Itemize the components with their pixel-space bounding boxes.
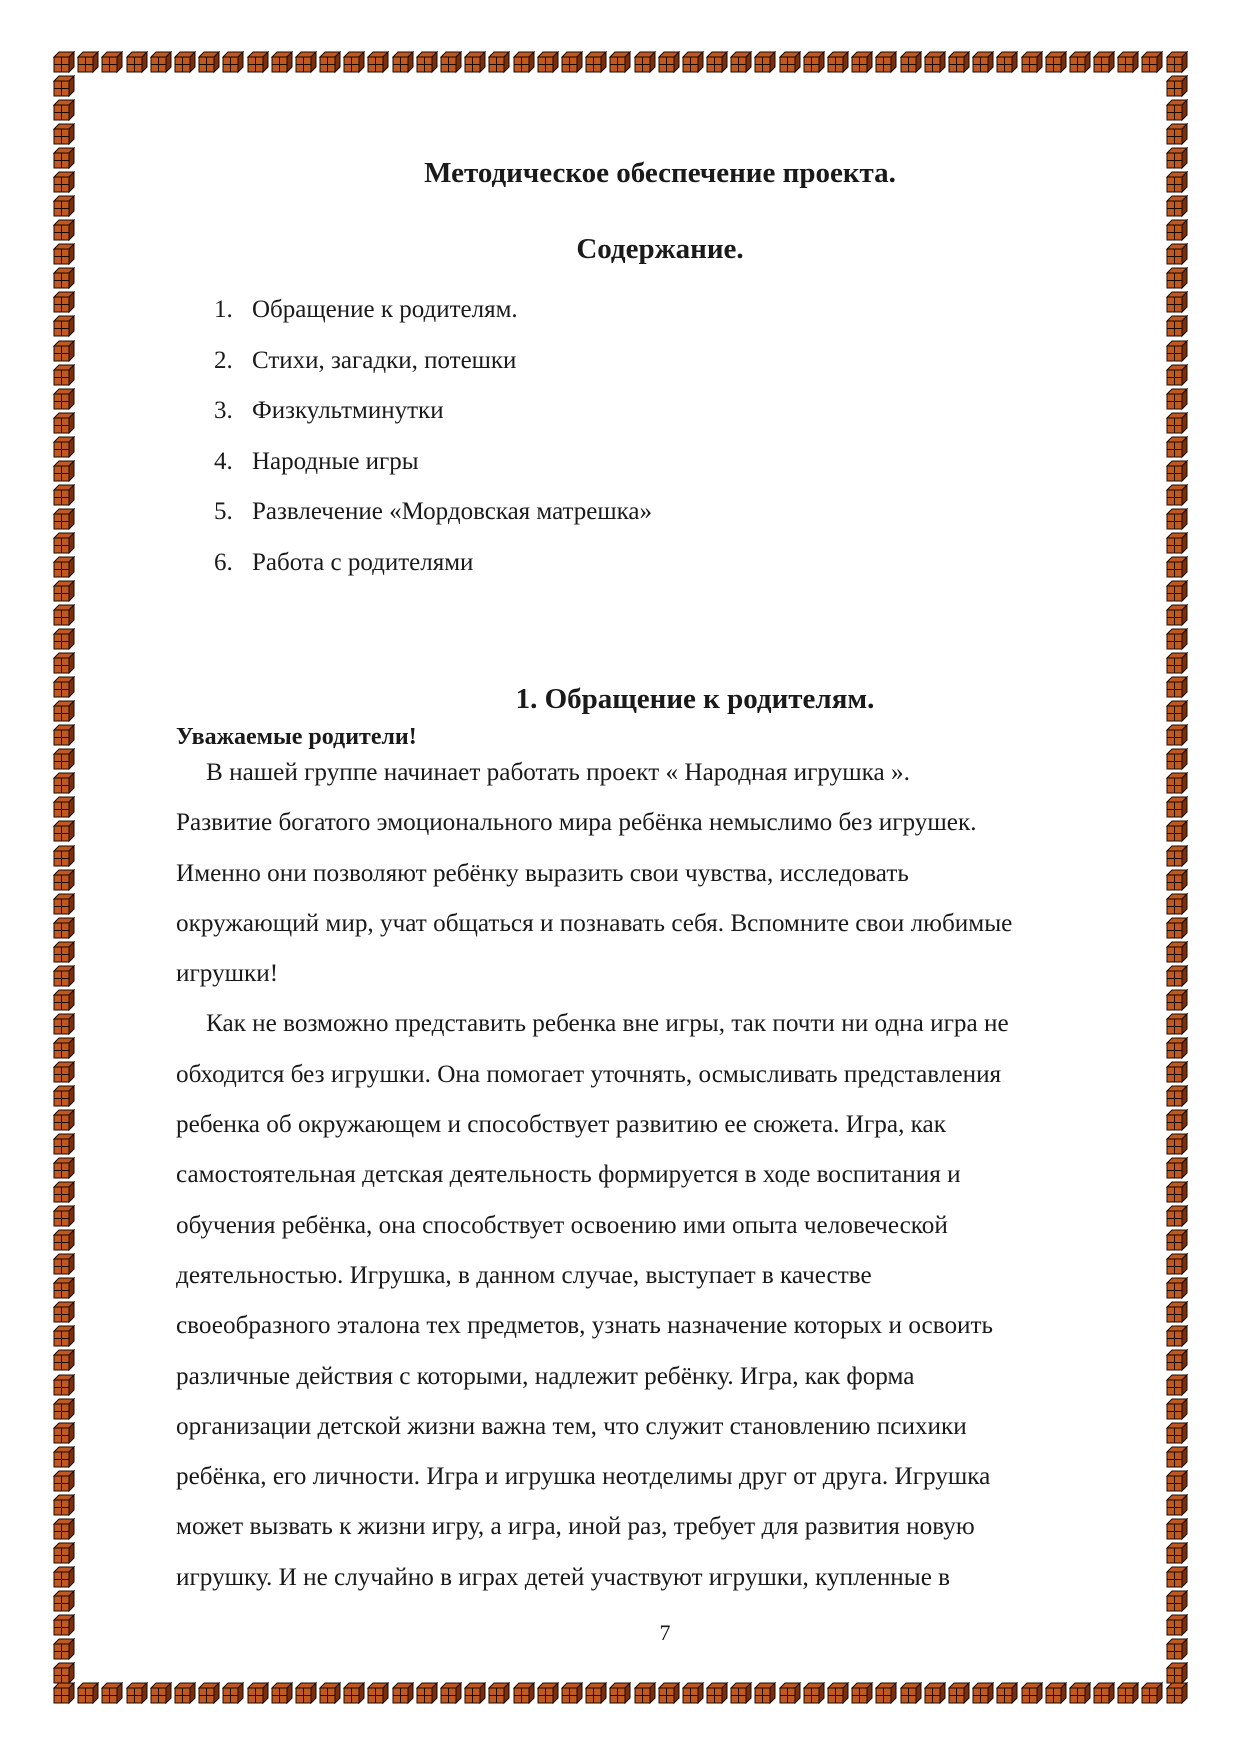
brick-cube-icon	[633, 1681, 657, 1705]
brick-cube-icon	[826, 50, 850, 74]
brick-cube-icon	[52, 1517, 76, 1541]
brick-cube-icon	[608, 1681, 632, 1705]
brick-cube-icon	[52, 1180, 76, 1204]
brick-cube-icon	[487, 1681, 511, 1705]
brick-cube-icon	[1044, 1681, 1068, 1705]
brick-cube-icon	[52, 1132, 76, 1156]
text-line: Именно они позволяют ребёнку выразить свои чувства, исследовать	[176, 859, 909, 887]
brick-cube-icon	[52, 339, 76, 363]
brick-cube-icon	[995, 50, 1019, 74]
brick-cube-icon	[246, 1681, 270, 1705]
text-line: обходится без игрушки. Она помогает уточнять, осмысливать представления	[176, 1060, 1002, 1088]
brick-cube-icon	[560, 50, 584, 74]
brick-cube-icon	[52, 1276, 76, 1300]
brick-cube-icon	[76, 50, 100, 74]
brick-cube-icon	[221, 50, 245, 74]
brick-cube-icon	[52, 627, 76, 651]
brick-cube-icon	[100, 50, 124, 74]
brick-cube-icon	[52, 892, 76, 916]
brick-cube-icon	[100, 1681, 124, 1705]
brick-cube-icon	[52, 844, 76, 868]
brick-cube-icon	[366, 50, 390, 74]
brick-cube-icon	[52, 1156, 76, 1180]
brick-cube-icon	[52, 290, 76, 314]
brick-cube-icon	[1165, 435, 1189, 459]
brick-cube-icon	[52, 1324, 76, 1348]
brick-cube-icon	[1165, 483, 1189, 507]
brick-cube-icon	[318, 1681, 342, 1705]
brick-cube-icon	[439, 50, 463, 74]
brick-cube-icon	[52, 723, 76, 747]
brick-cube-icon	[1165, 314, 1189, 338]
brick-cube-icon	[1092, 1681, 1116, 1705]
brick-cube-icon	[52, 868, 76, 892]
brick-cube-icon	[52, 122, 76, 146]
brick-cube-icon	[1020, 50, 1044, 74]
text-line: игрушки!	[176, 960, 279, 988]
brick-cube-icon	[1165, 459, 1189, 483]
brick-cube-icon	[52, 916, 76, 940]
brick-cube-icon	[1165, 194, 1189, 218]
brick-cube-icon	[971, 50, 995, 74]
text-line: ребёнка, его личности. Игра и игрушка неотделимы друг от друга. Игрушка	[176, 1463, 991, 1491]
brick-cube-icon	[1165, 50, 1189, 74]
brick-cube-icon	[197, 50, 221, 74]
toc-item: 3. Физкультминутки	[214, 397, 444, 424]
brick-cube-icon	[52, 435, 76, 459]
brick-cube-icon	[1165, 411, 1189, 435]
brick-cube-icon	[125, 1681, 149, 1705]
brick-cube-icon	[52, 98, 76, 122]
toc-title: Содержание.	[576, 233, 744, 265]
brick-cube-icon	[1165, 531, 1189, 555]
brick-cube-icon	[391, 50, 415, 74]
brick-cube-icon	[1116, 1681, 1140, 1705]
brick-cube-icon	[874, 1681, 898, 1705]
body-text	[176, 748, 1176, 1603]
brick-cube-icon	[753, 1681, 777, 1705]
brick-cube-icon	[1165, 1661, 1189, 1685]
brick-cube-icon	[971, 1681, 995, 1705]
text-line: Развитие богатого эмоционального мира ребёнка немыслимо без игрушек.	[176, 809, 977, 837]
border-left	[52, 74, 76, 1685]
brick-cube-icon	[52, 1565, 76, 1589]
brick-cube-icon	[221, 1681, 245, 1705]
brick-cube-icon	[536, 50, 560, 74]
brick-cube-icon	[874, 50, 898, 74]
greeting: Уважаемые родители!	[176, 724, 417, 750]
text-line: своеобразного эталона тех предметов, узнать назначение которых и освоить	[176, 1312, 994, 1340]
brick-cube-icon	[366, 1681, 390, 1705]
brick-cube-icon	[1165, 266, 1189, 290]
brick-cube-icon	[391, 1681, 415, 1705]
brick-cube-icon	[753, 50, 777, 74]
brick-cube-icon	[778, 1681, 802, 1705]
text-line: Как не возможно представить ребенка вне игры, так почти ни одна игра не	[206, 1010, 1009, 1038]
text-line: окружающий мир, учат общаться и познавать себя. Вспомните свои любимые	[176, 909, 1013, 937]
text-line: деятельностью. Игрушка, в данном случае, выступает в качестве	[176, 1261, 872, 1289]
brick-cube-icon	[729, 50, 753, 74]
brick-cube-icon	[173, 1681, 197, 1705]
brick-cube-icon	[899, 50, 923, 74]
brick-cube-icon	[802, 50, 826, 74]
brick-cube-icon	[149, 50, 173, 74]
brick-cube-icon	[947, 50, 971, 74]
brick-cube-icon	[52, 363, 76, 387]
brick-cube-icon	[52, 771, 76, 795]
main-title: Методическое обеспечение проекта.	[424, 157, 896, 189]
brick-cube-icon	[52, 1493, 76, 1517]
brick-cube-icon	[52, 1036, 76, 1060]
brick-cube-icon	[995, 1681, 1019, 1705]
text-line: обучения ребёнка, она способствует освоению ими опыта человеческой	[176, 1211, 948, 1239]
brick-cube-icon	[52, 1541, 76, 1565]
brick-cube-icon	[1165, 339, 1189, 363]
brick-cube-icon	[52, 1397, 76, 1421]
brick-cube-icon	[52, 1204, 76, 1228]
brick-cube-icon	[923, 1681, 947, 1705]
brick-cube-icon	[947, 1681, 971, 1705]
brick-cube-icon	[584, 50, 608, 74]
brick-cube-icon	[1165, 98, 1189, 122]
brick-cube-icon	[705, 50, 729, 74]
brick-cube-icon	[52, 819, 76, 843]
brick-cube-icon	[657, 1681, 681, 1705]
brick-cube-icon	[1044, 50, 1068, 74]
brick-cube-icon	[294, 1681, 318, 1705]
brick-cube-icon	[52, 387, 76, 411]
brick-cube-icon	[173, 50, 197, 74]
brick-cube-icon	[52, 579, 76, 603]
brick-cube-icon	[633, 50, 657, 74]
brick-cube-icon	[1068, 1681, 1092, 1705]
brick-cube-icon	[536, 1681, 560, 1705]
brick-cube-icon	[1165, 555, 1189, 579]
brick-cube-icon	[1116, 50, 1140, 74]
brick-cube-icon	[52, 1228, 76, 1252]
brick-cube-icon	[294, 50, 318, 74]
brick-cube-icon	[729, 1681, 753, 1705]
brick-cube-icon	[1165, 122, 1189, 146]
brick-cube-icon	[778, 50, 802, 74]
brick-cube-icon	[1068, 50, 1092, 74]
text-line: самостоятельная детская деятельность формируется в ходе воспитания и	[176, 1161, 961, 1189]
text-line: организации детской жизни важна тем, что служит становлению психики	[176, 1412, 967, 1440]
brick-cube-icon	[342, 1681, 366, 1705]
brick-cube-icon	[270, 1681, 294, 1705]
brick-cube-icon	[1165, 651, 1189, 675]
brick-cube-icon	[1140, 1681, 1164, 1705]
brick-cube-icon	[52, 988, 76, 1012]
brick-cube-icon	[52, 483, 76, 507]
brick-cube-icon	[512, 50, 536, 74]
border-top	[52, 50, 1189, 74]
brick-cube-icon	[52, 411, 76, 435]
brick-cube-icon	[52, 314, 76, 338]
brick-cube-icon	[52, 1060, 76, 1084]
brick-cube-icon	[1165, 74, 1189, 98]
brick-cube-icon	[657, 50, 681, 74]
brick-cube-icon	[52, 1084, 76, 1108]
brick-cube-icon	[1165, 290, 1189, 314]
brick-cube-icon	[1165, 507, 1189, 531]
brick-cube-icon	[52, 940, 76, 964]
brick-cube-icon	[52, 1589, 76, 1613]
brick-cube-icon	[1165, 723, 1189, 747]
brick-cube-icon	[1165, 579, 1189, 603]
brick-cube-icon	[52, 964, 76, 988]
brick-cube-icon	[342, 50, 366, 74]
brick-cube-icon	[52, 651, 76, 675]
brick-cube-icon	[850, 1681, 874, 1705]
brick-cube-icon	[608, 50, 632, 74]
brick-cube-icon	[415, 50, 439, 74]
brick-cube-icon	[52, 266, 76, 290]
section-title: 1. Обращение к родителям.	[515, 683, 875, 715]
toc-item: 2. Стихи, загадки, потешки	[214, 346, 517, 374]
table-of-contents	[214, 288, 652, 591]
brick-cube-icon	[52, 1012, 76, 1036]
brick-cube-icon	[318, 50, 342, 74]
brick-cube-icon	[802, 1681, 826, 1705]
toc-item: 4. Народные игры	[214, 447, 419, 475]
brick-cube-icon	[439, 1681, 463, 1705]
brick-cube-icon	[52, 531, 76, 555]
brick-cube-icon	[52, 747, 76, 771]
brick-cube-icon	[584, 1681, 608, 1705]
brick-cube-icon	[52, 1421, 76, 1445]
brick-cube-icon	[1165, 387, 1189, 411]
brick-cube-icon	[1140, 50, 1164, 74]
brick-cube-icon	[826, 1681, 850, 1705]
brick-cube-icon	[512, 1681, 536, 1705]
text-line: В нашей группе начинает работать проект « Народная игрушка ».	[206, 759, 910, 786]
brick-cube-icon	[52, 1252, 76, 1276]
brick-cube-icon	[1165, 627, 1189, 651]
text-line: различные действия с которыми, надлежит ребёнку. Игра, как форма	[176, 1362, 915, 1390]
brick-cube-icon	[52, 555, 76, 579]
brick-cube-icon	[850, 50, 874, 74]
text-line: игрушку. И не случайно в играх детей участвуют игрушки, купленные в	[176, 1563, 951, 1591]
brick-cube-icon	[52, 1661, 76, 1685]
brick-cube-icon	[52, 194, 76, 218]
brick-cube-icon	[52, 603, 76, 627]
brick-cube-icon	[52, 1300, 76, 1324]
brick-cube-icon	[52, 1108, 76, 1132]
brick-cube-icon	[52, 1469, 76, 1493]
brick-cube-icon	[705, 1681, 729, 1705]
brick-cube-icon	[52, 50, 76, 74]
brick-cube-icon	[197, 1681, 221, 1705]
border-bottom	[52, 1681, 1189, 1705]
brick-cube-icon	[52, 459, 76, 483]
brick-cube-icon	[487, 50, 511, 74]
toc-item: 1. Обращение к родителям.	[214, 296, 518, 323]
brick-cube-icon	[463, 1681, 487, 1705]
brick-cube-icon	[899, 1681, 923, 1705]
text-line: может вызвать к жизни игру, а игра, иной раз, требует для развития новую	[176, 1513, 975, 1541]
brick-cube-icon	[415, 1681, 439, 1705]
brick-cube-icon	[681, 1681, 705, 1705]
brick-cube-icon	[52, 1373, 76, 1397]
brick-cube-icon	[1165, 363, 1189, 387]
brick-cube-icon	[149, 1681, 173, 1705]
brick-cube-icon	[246, 50, 270, 74]
brick-cube-icon	[1092, 50, 1116, 74]
toc-item: 6. Работа с родителями	[214, 548, 474, 576]
brick-cube-icon	[125, 50, 149, 74]
brick-cube-icon	[270, 50, 294, 74]
brick-cube-icon	[1020, 1681, 1044, 1705]
brick-cube-icon	[52, 1348, 76, 1372]
brick-cube-icon	[681, 50, 705, 74]
brick-cube-icon	[52, 1445, 76, 1469]
brick-cube-icon	[76, 1681, 100, 1705]
brick-cube-icon	[560, 1681, 584, 1705]
brick-cube-icon	[52, 74, 76, 98]
brick-cube-icon	[463, 50, 487, 74]
brick-cube-icon	[52, 795, 76, 819]
page-number: 7	[659, 1620, 671, 1645]
brick-cube-icon	[1165, 603, 1189, 627]
toc-item: 5. Развлечение «Мордовская матрешка»	[214, 498, 652, 525]
brick-cube-icon	[923, 50, 947, 74]
brick-cube-icon	[52, 507, 76, 531]
text-line: ребенка об окружающем и способствует развитию ее сюжета. Игра, как	[176, 1111, 946, 1139]
